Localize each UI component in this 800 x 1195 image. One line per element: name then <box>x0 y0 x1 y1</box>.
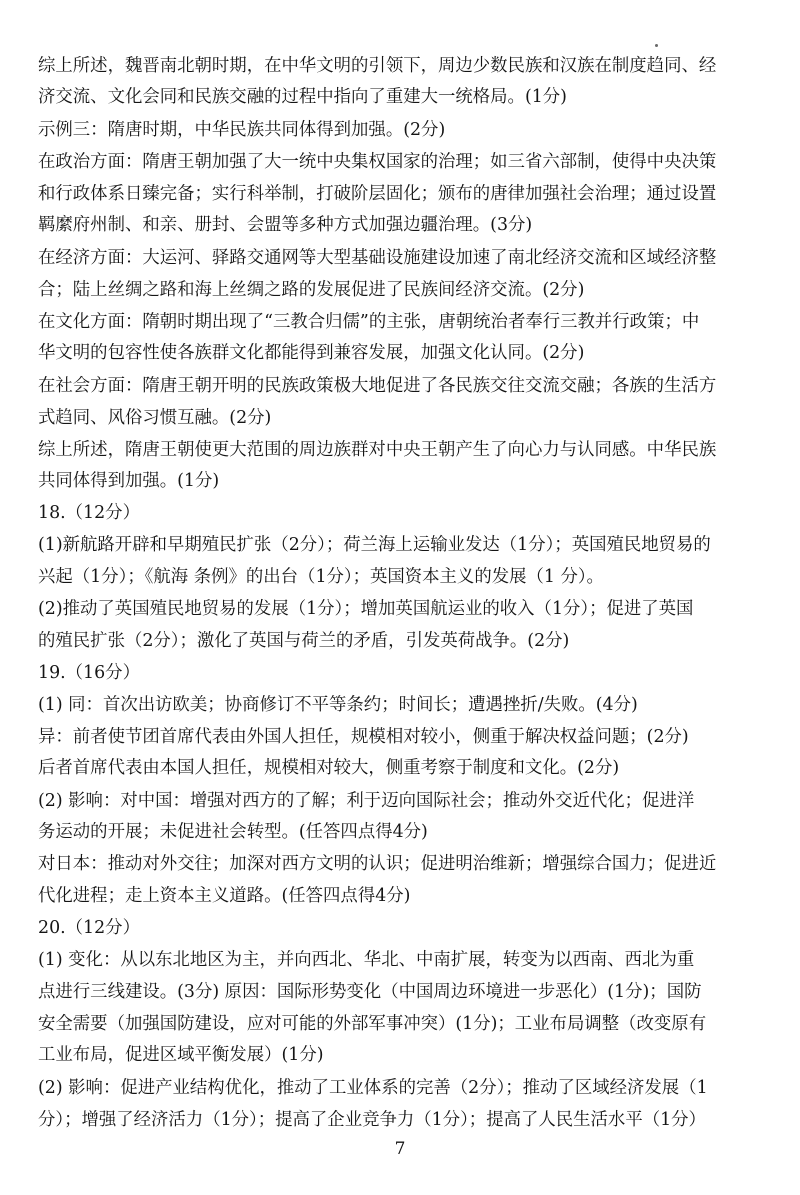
text-line: 点进行三线建设。(3分) 原因：国际形势变化（中国周边环境进一步恶化）(1分)；国防 <box>38 982 702 1002</box>
text-line: 对日本：推动对外交往；加深对西方文明的认识；促进明治维新；增强综合国力；促进近 <box>38 854 717 874</box>
text-line: 济交流、文化会同和民族交融的过程中指向了重建大一统格局。(1分) <box>38 87 567 107</box>
question-heading: 18.（12分） <box>38 503 140 523</box>
text-line: (1)新航路开辟和早期殖民扩张（2分）；荷兰海上运输业发达（1分）；英国殖民地贸易的 <box>38 535 711 555</box>
text-line: 后者首席代表由本国人担任，规模相对较大，侧重考察于制度和文化。(2分) <box>38 758 620 778</box>
text-line: 在社会方面：隋唐王朝开明的民族政策极大地促进了各民族交往交流交融；各族的生活方 <box>38 376 717 396</box>
text-line: 式趋同、风俗习惯互融。(2分) <box>38 408 272 428</box>
text-line: 代化进程；走上资本主义道路。(任答四点得4分) <box>38 886 411 906</box>
text-line: 在文化方面：隋朝时期出现了“三教合归儒”的主张，唐朝统治者奉行三教并行政策；中 <box>38 312 700 332</box>
text-line: 分）；增强了经济活力（1分）；提高了企业竞争力（1分）；提高了人民生活水平（1分） <box>38 1110 706 1130</box>
text-line: (2)推动了英国殖民地贸易的发展（1分）；增加英国航运业的收入（1分）；促进了英国 <box>38 599 694 619</box>
text-line: (1) 变化：从以东北地区为主，并向西北、华北、中南扩展，转变为以西南、西北为重 <box>38 950 695 970</box>
text-line: 羁縻府州制、和亲、册封、会盟等多种方式加强边疆治理。(3分) <box>38 215 533 235</box>
question-heading: 19.（16分） <box>38 663 140 683</box>
text-line: 共同体得到加强。(1分) <box>38 471 220 491</box>
text-line: (2) 影响：对中国：增强对西方的了解；利于迈向国际社会；推动外交近代化；促进洋 <box>38 791 695 811</box>
scan-speck <box>655 44 658 47</box>
text-line: (1) 同：首次出访欧美；协商修订不平等条约；时间长；遭遇挫折/失败。(4分) <box>38 695 638 715</box>
text-line: 安全需要（加强国防建设，应对可能的外部军事冲突）(1分)；工业布局调整（改变原有 <box>38 1014 707 1034</box>
text-line: 和行政体系日臻完备；实行科举制，打破阶层固化；颁布的唐律加强社会治理；通过设置 <box>38 184 717 204</box>
text-line: 在政治方面：隋唐王朝加强了大一统中央集权国家的治理；如三省六部制，使得中央决策 <box>38 152 717 172</box>
text-line: 综上所述，魏晋南北朝时期，在中华文明的引领下，周边少数民族和汉族在制度趋同、经 <box>38 56 717 76</box>
text-line: 示例三：隋唐时期，中华民族共同体得到加强。(2分) <box>38 120 446 140</box>
text-line: 综上所述，隋唐王朝使更大范围的周边族群对中央王朝产生了向心力与认同感。中华民族 <box>38 440 717 460</box>
page-number: 7 <box>394 1139 406 1159</box>
text-line: 兴起（1分）；《航海 条例》的出台（1分）；英国资本主义的发展（1 分）。 <box>38 567 604 587</box>
text-line: (2) 影响：促进产业结构优化，推动了工业体系的完善（2分）；推动了区域经济发展（1 <box>38 1078 708 1098</box>
text-line: 的殖民扩张（2分）；激化了英国与荷兰的矛盾，引发英荷战争。(2分) <box>38 631 570 651</box>
text-line: 在经济方面：大运河、驿路交通网等大型基础设施建设加速了南北经济交流和区域经济整 <box>38 248 717 268</box>
text-line: 工业布局，促进区域平衡发展）(1分) <box>38 1045 324 1065</box>
question-heading: 20.（12分） <box>38 918 140 938</box>
text-line: 合；陆上丝绸之路和海上丝绸之路的发展促进了民族间经济交流。(2分) <box>38 280 585 300</box>
text-line: 异：前者使节团首席代表由外国人担任，规模相对较小，侧重于解决权益问题；(2分) <box>38 727 689 747</box>
text-line: 华文明的包容性使各族群文化都能得到兼容发展，加强文化认同。(2分) <box>38 343 585 363</box>
text-line: 务运动的开展；未促进社会转型。(任答四点得4分) <box>38 822 428 842</box>
